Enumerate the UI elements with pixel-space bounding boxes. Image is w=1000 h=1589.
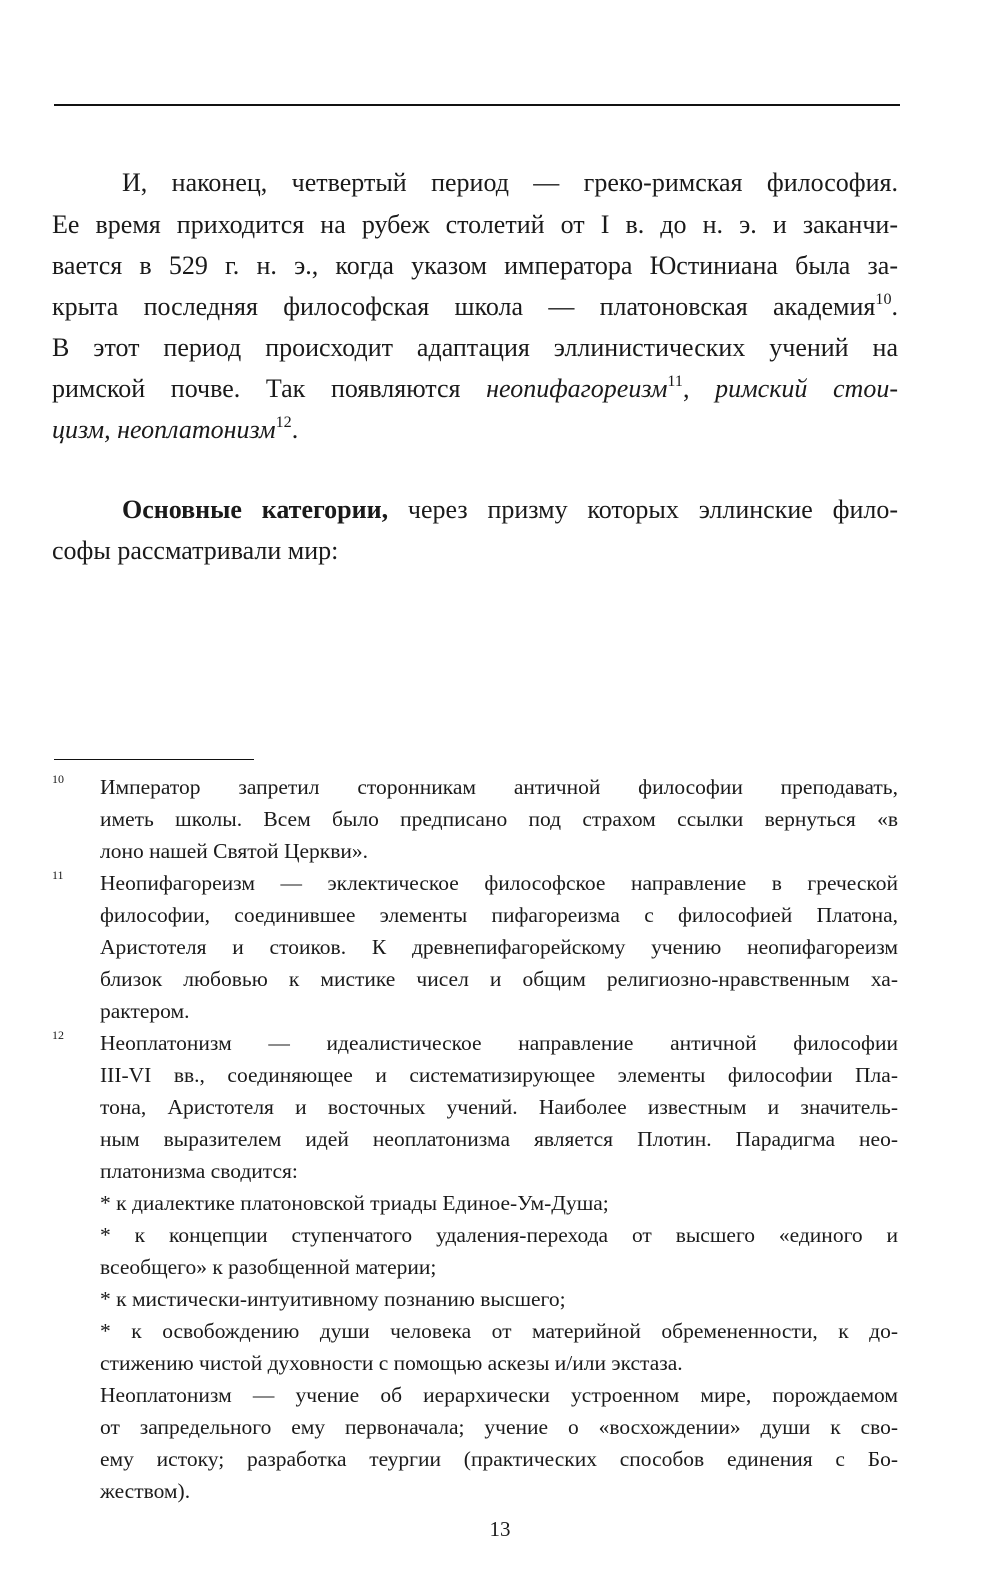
- footnote-separator: [54, 759, 254, 760]
- text-line: [52, 374, 898, 404]
- footnote-line: Неопифагореизм — эклектическое философское направление в греческой: [100, 871, 898, 895]
- header-rule: [54, 104, 900, 106]
- footnote-line: тона, Аристотеля и восточных учений. Наиболее известным и значитель-: [100, 1095, 898, 1119]
- footnote-line: ным выразителем идей неоплатонизма является Плотин. Парадигма нео-: [100, 1127, 898, 1151]
- text-line: В этот период происходит адаптация эллинистических учений на: [52, 333, 898, 362]
- text-line: Ее время приходится на рубеж столетий от I в. до н. э. и заканчи-: [52, 210, 898, 239]
- footnote-line: философии, соединившее элементы пифагореизма с философией Платона,: [100, 903, 898, 927]
- footnote-line: ему истоку; разработка теургии (практических способов единения с Бо-: [100, 1447, 898, 1471]
- footnote-line: иметь школы. Всем было предписано под страхом ссылки вернуться «в: [100, 807, 898, 831]
- footnote-line: всеобщего» к разобщенной материи;: [100, 1255, 437, 1279]
- footnote-list-item: * к концепции ступенчатого удаления-перехода от высшего «единого и: [100, 1223, 898, 1247]
- footnote-line: близок любовью к мистике чисел и общим религиозно-нравственным ха-: [100, 967, 898, 991]
- footnote-line: стижению чистой духовности с помощью аскезы и/или экстаза.: [100, 1351, 683, 1375]
- text-line: софы рассматривали мир:: [52, 536, 339, 565]
- page-number: 13: [489, 1517, 511, 1541]
- footnote-line: жеством).: [100, 1479, 191, 1503]
- footnote-line: рактером.: [100, 999, 190, 1023]
- term-roman-stoicism: римский стои-: [715, 374, 898, 403]
- footnote-list-item: * к мистически-интуитивному познанию высшего;: [100, 1287, 566, 1311]
- text-span: через призму которых эллинские фило-: [388, 495, 898, 524]
- text-span: римской почве. Так появляются: [52, 374, 487, 403]
- footnote-list-item: * к диалектике платоновской триады Единое-Ум-Душа;: [100, 1191, 609, 1215]
- text-line: И, наконец, четвертый период — греко-римская философия.: [122, 168, 898, 197]
- text-span: крыта последняя философская школа — платоновская академия: [52, 292, 876, 321]
- term-neoplatonism: цизм, неоплатонизм: [52, 415, 276, 444]
- text-line: вается в 529 г. н. э., когда указом императора Юстиниана была за-: [52, 251, 898, 280]
- footnote-line: Неоплатонизм — учение об иерархически устроенном мире, порождаемом: [100, 1383, 898, 1407]
- footnote-line: Аристотеля и стоиков. К древнепифагорейскому учению неопифагореизм: [100, 935, 898, 959]
- footnote-ref-11: 11: [667, 372, 683, 390]
- footnote-line: платонизма сводится:: [100, 1159, 298, 1183]
- footnote-line: Император запретил сторонникам античной философии преподавать,: [100, 775, 898, 799]
- footnote-number: 11: [52, 868, 64, 882]
- footnote-line: лоно нашей Святой Церкви».: [100, 839, 369, 863]
- text-line: [52, 292, 898, 322]
- term-neopythagoreanism: неопифагореизм: [486, 374, 668, 403]
- footnote-line: III-VI вв., соединяющее и систематизирующее элементы философии Пла-: [100, 1063, 898, 1087]
- punctuation: .: [291, 415, 299, 444]
- footnote-line: Неоплатонизм — идеалистическое направление античной философии: [100, 1031, 898, 1055]
- text-line: [122, 495, 898, 525]
- punctuation: ,: [682, 374, 716, 403]
- text-line: [52, 415, 298, 445]
- bold-lead: Основные категории,: [122, 495, 389, 524]
- punctuation: .: [891, 292, 898, 321]
- footnote-number: 10: [52, 772, 64, 786]
- footnote-ref-12: 12: [275, 413, 292, 431]
- footnote-list-item: * к освобождению души человека от материйной обремененности, к до-: [100, 1319, 898, 1343]
- footnote-line: от запредельного ему первоначала; учение о «восхождении» души к сво-: [100, 1415, 898, 1439]
- footnote-number: 12: [52, 1028, 64, 1042]
- footnote-ref-10: 10: [875, 290, 892, 308]
